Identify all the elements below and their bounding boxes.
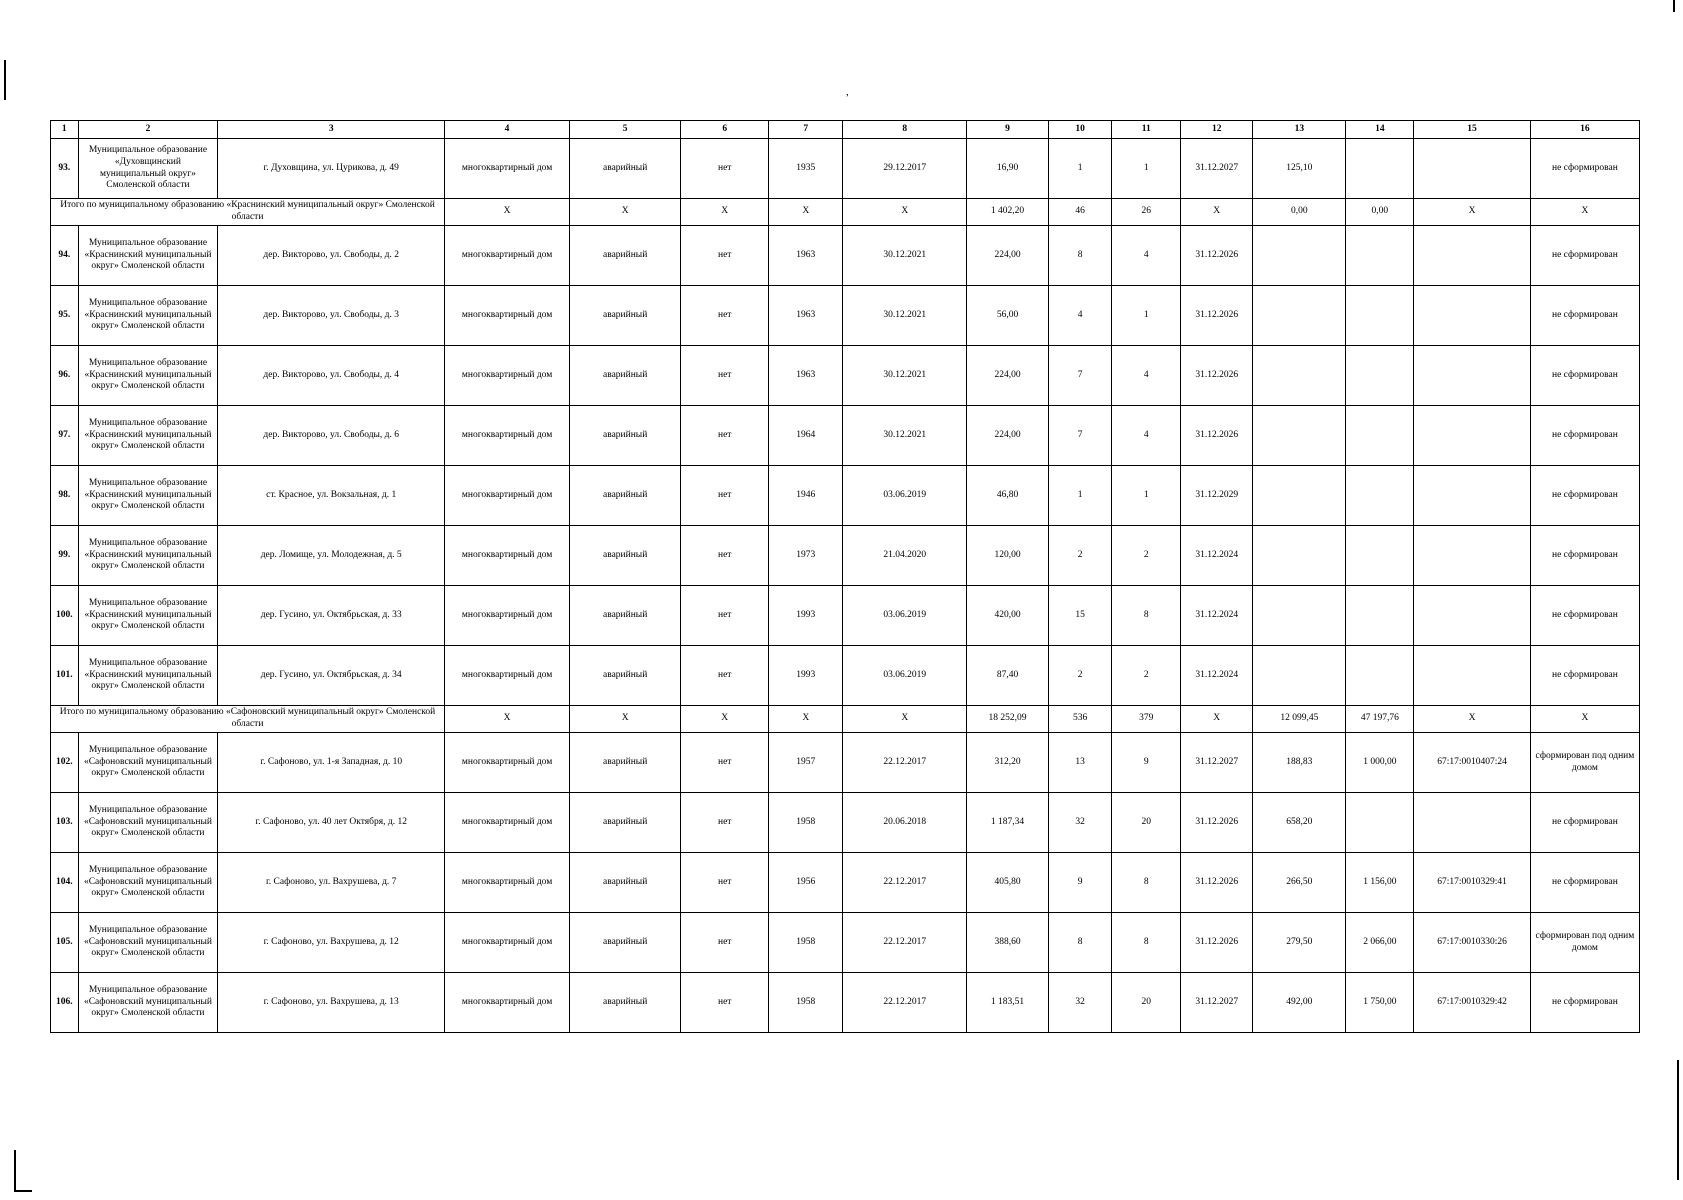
cell-10: 1	[1048, 466, 1112, 526]
row-number: 105.	[51, 913, 79, 973]
municipality-cell: Муниципальное образование «Краснинский муниципальный округ» Смоленской области	[78, 586, 218, 646]
scan-artifact-left	[4, 60, 6, 100]
condition-cell: аварийный	[570, 286, 681, 346]
column-header: 8	[843, 121, 967, 139]
area-cell: 87,40	[967, 646, 1049, 706]
condition-cell: аварийный	[570, 973, 681, 1033]
year-cell: 1973	[769, 526, 843, 586]
column-header: 2	[78, 121, 218, 139]
condition-cell: аварийный	[570, 346, 681, 406]
recognition-date-cell: 30.12.2021	[843, 406, 967, 466]
municipality-cell: Муниципальное образование «Краснинский муниципальный округ» Смоленской области	[78, 526, 218, 586]
subtotal-c5: X	[570, 199, 681, 226]
building-type-cell: многоквартирный дом	[445, 226, 570, 286]
cell-11: 8	[1112, 853, 1181, 913]
year-cell: 1958	[769, 913, 843, 973]
table-row	[51, 646, 1640, 706]
area-cell: 120,00	[967, 526, 1049, 586]
area-cell: 405,80	[967, 853, 1049, 913]
building-type-cell: многоквартирный дом	[445, 646, 570, 706]
municipality-cell: Муниципальное образование «Краснинский муниципальный округ» Смоленской области	[78, 406, 218, 466]
cell-11: 1	[1112, 466, 1181, 526]
cell-11: 8	[1112, 586, 1181, 646]
cell-11: 2	[1112, 526, 1181, 586]
subtotal-c12: X	[1181, 199, 1253, 226]
area-cell: 1 183,51	[967, 973, 1049, 1033]
subtotal-label: Итого по муниципальному образованию «Сафоновский муниципальный округ» Смоленской области	[51, 706, 445, 733]
building-type-cell: многоквартирный дом	[445, 139, 570, 199]
cell-10: 9	[1048, 853, 1112, 913]
cadastral-number-cell: 67:17:0010330:26	[1414, 913, 1531, 973]
subtotal-c6: X	[681, 706, 769, 733]
cell-14	[1346, 139, 1414, 199]
subtotal-c6: X	[681, 199, 769, 226]
municipality-cell: Муниципальное образование «Краснинский муниципальный округ» Смоленской области	[78, 226, 218, 286]
cell-11: 20	[1112, 973, 1181, 1033]
year-cell: 1963	[769, 286, 843, 346]
cadastral-number-cell: 67:17:0010329:42	[1414, 973, 1531, 1033]
resettlement-date-cell: 31.12.2027	[1181, 139, 1253, 199]
column-header: 1	[51, 121, 79, 139]
address-cell: дер. Викторово, ул. Свободы, д. 4	[218, 346, 445, 406]
cell-13: 266,50	[1253, 853, 1346, 913]
column-header: 11	[1112, 121, 1181, 139]
subtotal-c8: X	[843, 199, 967, 226]
column-header: 12	[1181, 121, 1253, 139]
cell-14	[1346, 226, 1414, 286]
table-row	[51, 973, 1640, 1033]
land-status-cell: не сформирован	[1530, 586, 1639, 646]
cell-13: 125,10	[1253, 139, 1346, 199]
cell-11: 4	[1112, 226, 1181, 286]
column-header: 13	[1253, 121, 1346, 139]
cell-13	[1253, 586, 1346, 646]
cell-13	[1253, 346, 1346, 406]
subtotal-c5: X	[570, 706, 681, 733]
recognition-date-cell: 03.06.2019	[843, 466, 967, 526]
address-cell: г. Сафоново, ул. Вахрушева, д. 7	[218, 853, 445, 913]
cell-14: 1 156,00	[1346, 853, 1414, 913]
cell-13: 492,00	[1253, 973, 1346, 1033]
condition-cell: аварийный	[570, 853, 681, 913]
land-status-cell: не сформирован	[1530, 346, 1639, 406]
cadastral-number-cell	[1414, 286, 1531, 346]
subtotal-c16: X	[1530, 706, 1639, 733]
land-status-cell: не сформирован	[1530, 526, 1639, 586]
table-row	[51, 226, 1640, 286]
cell-10: 8	[1048, 913, 1112, 973]
cell-6: нет	[681, 913, 769, 973]
cell-6: нет	[681, 346, 769, 406]
land-status-cell: не сформирован	[1530, 226, 1639, 286]
year-cell: 1946	[769, 466, 843, 526]
row-number: 99.	[51, 526, 79, 586]
cell-13: 658,20	[1253, 793, 1346, 853]
table-row	[51, 346, 1640, 406]
row-number: 101.	[51, 646, 79, 706]
resettlement-date-cell: 31.12.2027	[1181, 733, 1253, 793]
recognition-date-cell: 22.12.2017	[843, 973, 967, 1033]
subtotal-c14: 47 197,76	[1346, 706, 1414, 733]
cell-6: нет	[681, 733, 769, 793]
column-header: 10	[1048, 121, 1112, 139]
cell-10: 32	[1048, 793, 1112, 853]
cell-6: нет	[681, 466, 769, 526]
subtotal-label: Итого по муниципальному образованию «Краснинский муниципальный округ» Смоленской области	[51, 199, 445, 226]
resettlement-date-cell: 31.12.2024	[1181, 646, 1253, 706]
address-cell: дер. Гусино, ул. Октябрьская, д. 33	[218, 586, 445, 646]
cell-6: нет	[681, 286, 769, 346]
cadastral-number-cell	[1414, 346, 1531, 406]
cell-10: 13	[1048, 733, 1112, 793]
cell-6: нет	[681, 793, 769, 853]
cell-6: нет	[681, 973, 769, 1033]
condition-cell: аварийный	[570, 646, 681, 706]
recognition-date-cell: 22.12.2017	[843, 733, 967, 793]
address-cell: г. Сафоново, ул. Вахрушева, д. 12	[218, 913, 445, 973]
land-status-cell: не сформирован	[1530, 793, 1639, 853]
row-number: 94.	[51, 226, 79, 286]
subtotal-c10: 536	[1048, 706, 1112, 733]
column-header: 7	[769, 121, 843, 139]
recognition-date-cell: 03.06.2019	[843, 586, 967, 646]
subtotal-c7: X	[769, 706, 843, 733]
cell-6: нет	[681, 853, 769, 913]
subtotal-row	[51, 706, 1640, 733]
recognition-date-cell: 30.12.2021	[843, 226, 967, 286]
address-cell: дер. Викторово, ул. Свободы, д. 3	[218, 286, 445, 346]
resettlement-date-cell: 31.12.2026	[1181, 406, 1253, 466]
municipality-cell: Муниципальное образование «Духовщинский муниципальный округ» Смоленской области	[78, 139, 218, 199]
cadastral-number-cell	[1414, 793, 1531, 853]
cell-14: 1 000,00	[1346, 733, 1414, 793]
column-header: 14	[1346, 121, 1414, 139]
cell-11: 1	[1112, 139, 1181, 199]
subtotal-c9: 18 252,09	[967, 706, 1049, 733]
recognition-date-cell: 30.12.2021	[843, 346, 967, 406]
cell-10: 15	[1048, 586, 1112, 646]
resettlement-date-cell: 31.12.2029	[1181, 466, 1253, 526]
condition-cell: аварийный	[570, 586, 681, 646]
column-header: 9	[967, 121, 1049, 139]
cell-6: нет	[681, 139, 769, 199]
cell-13	[1253, 226, 1346, 286]
subtotal-c11: 26	[1112, 199, 1181, 226]
area-cell: 16,90	[967, 139, 1049, 199]
cell-10: 7	[1048, 346, 1112, 406]
condition-cell: аварийный	[570, 733, 681, 793]
cell-14: 1 750,00	[1346, 973, 1414, 1033]
table-row	[51, 793, 1640, 853]
subtotal-row	[51, 199, 1640, 226]
cell-13	[1253, 286, 1346, 346]
scan-artifact-right	[1677, 1060, 1679, 1180]
column-header: 4	[445, 121, 570, 139]
resettlement-date-cell: 31.12.2024	[1181, 526, 1253, 586]
address-cell: дер. Ломище, ул. Молодежная, д. 5	[218, 526, 445, 586]
row-number: 100.	[51, 586, 79, 646]
address-cell: дер. Викторово, ул. Свободы, д. 6	[218, 406, 445, 466]
cadastral-number-cell: 67:17:0010407:24	[1414, 733, 1531, 793]
scan-artifact-corner	[14, 1150, 32, 1192]
subtotal-c4: X	[445, 706, 570, 733]
cell-6: нет	[681, 226, 769, 286]
cadastral-number-cell	[1414, 526, 1531, 586]
cell-6: нет	[681, 406, 769, 466]
table-row	[51, 406, 1640, 466]
municipality-cell: Муниципальное образование «Краснинский муниципальный округ» Смоленской области	[78, 646, 218, 706]
address-cell: г. Сафоново, ул. 1-я Западная, д. 10	[218, 733, 445, 793]
area-cell: 420,00	[967, 586, 1049, 646]
row-number: 95.	[51, 286, 79, 346]
year-cell: 1935	[769, 139, 843, 199]
column-header: 16	[1530, 121, 1639, 139]
municipality-cell: Муниципальное образование «Краснинский муниципальный округ» Смоленской области	[78, 466, 218, 526]
recognition-date-cell: 30.12.2021	[843, 286, 967, 346]
cell-13: 188,83	[1253, 733, 1346, 793]
cadastral-number-cell	[1414, 226, 1531, 286]
subtotal-c16: X	[1530, 199, 1639, 226]
column-number-row	[51, 121, 1640, 139]
subtotal-c11: 379	[1112, 706, 1181, 733]
cell-11: 8	[1112, 913, 1181, 973]
resettlement-date-cell: 31.12.2026	[1181, 913, 1253, 973]
row-number: 97.	[51, 406, 79, 466]
area-cell: 1 187,34	[967, 793, 1049, 853]
resettlement-date-cell: 31.12.2026	[1181, 793, 1253, 853]
cell-10: 4	[1048, 286, 1112, 346]
address-cell: г. Сафоново, ул. Вахрушева, д. 13	[218, 973, 445, 1033]
cell-13	[1253, 646, 1346, 706]
land-status-cell: не сформирован	[1530, 139, 1639, 199]
cell-10: 2	[1048, 646, 1112, 706]
address-cell: ст. Красное, ул. Вокзальная, д. 1	[218, 466, 445, 526]
address-cell: г. Сафоново, ул. 40 лет Октября, д. 12	[218, 793, 445, 853]
cell-10: 2	[1048, 526, 1112, 586]
area-cell: 224,00	[967, 226, 1049, 286]
cell-14	[1346, 586, 1414, 646]
building-type-cell: многоквартирный дом	[445, 913, 570, 973]
municipality-cell: Муниципальное образование «Сафоновский муниципальный округ» Смоленской области	[78, 973, 218, 1033]
recognition-date-cell: 03.06.2019	[843, 646, 967, 706]
cell-10: 7	[1048, 406, 1112, 466]
address-cell: дер. Викторово, ул. Свободы, д. 2	[218, 226, 445, 286]
municipality-cell: Муниципальное образование «Сафоновский муниципальный округ» Смоленской области	[78, 913, 218, 973]
resettlement-date-cell: 31.12.2027	[1181, 973, 1253, 1033]
municipality-cell: Муниципальное образование «Сафоновский муниципальный округ» Смоленской области	[78, 733, 218, 793]
cell-10: 8	[1048, 226, 1112, 286]
area-cell: 224,00	[967, 406, 1049, 466]
table-row	[51, 913, 1640, 973]
resettlement-date-cell: 31.12.2026	[1181, 853, 1253, 913]
building-type-cell: многоквартирный дом	[445, 466, 570, 526]
cell-11: 4	[1112, 406, 1181, 466]
recognition-date-cell: 22.12.2017	[843, 913, 967, 973]
row-number: 106.	[51, 973, 79, 1033]
column-header: 5	[570, 121, 681, 139]
area-cell: 388,60	[967, 913, 1049, 973]
cell-11: 1	[1112, 286, 1181, 346]
subtotal-c13: 0,00	[1253, 199, 1346, 226]
recognition-date-cell: 20.06.2018	[843, 793, 967, 853]
resettlement-date-cell: 31.12.2026	[1181, 286, 1253, 346]
land-status-cell: не сформирован	[1530, 286, 1639, 346]
table-row	[51, 286, 1640, 346]
resettlement-date-cell: 31.12.2026	[1181, 346, 1253, 406]
cell-13	[1253, 406, 1346, 466]
year-cell: 1963	[769, 346, 843, 406]
cell-11: 4	[1112, 346, 1181, 406]
building-type-cell: многоквартирный дом	[445, 973, 570, 1033]
municipality-cell: Муниципальное образование «Сафоновский муниципальный округ» Смоленской области	[78, 853, 218, 913]
year-cell: 1993	[769, 646, 843, 706]
table-row	[51, 853, 1640, 913]
cell-14	[1346, 526, 1414, 586]
land-status-cell: не сформирован	[1530, 973, 1639, 1033]
year-cell: 1958	[769, 973, 843, 1033]
building-type-cell: многоквартирный дом	[445, 586, 570, 646]
recognition-date-cell: 21.04.2020	[843, 526, 967, 586]
table-row	[51, 526, 1640, 586]
subtotal-c7: X	[769, 199, 843, 226]
area-cell: 224,00	[967, 346, 1049, 406]
subtotal-c8: X	[843, 706, 967, 733]
column-header: 6	[681, 121, 769, 139]
cell-14: 2 066,00	[1346, 913, 1414, 973]
year-cell: 1957	[769, 733, 843, 793]
cell-11: 20	[1112, 793, 1181, 853]
year-cell: 1964	[769, 406, 843, 466]
table-row	[51, 586, 1640, 646]
municipality-cell: Муниципальное образование «Краснинский муниципальный округ» Смоленской области	[78, 346, 218, 406]
row-number: 96.	[51, 346, 79, 406]
housing-registry-table	[50, 120, 1640, 1033]
recognition-date-cell: 29.12.2017	[843, 139, 967, 199]
condition-cell: аварийный	[570, 466, 681, 526]
land-status-cell: не сформирован	[1530, 466, 1639, 526]
cell-10: 1	[1048, 139, 1112, 199]
cell-14	[1346, 646, 1414, 706]
cell-14	[1346, 346, 1414, 406]
land-status-cell: не сформирован	[1530, 853, 1639, 913]
land-status-cell: сформирован под одним домом	[1530, 733, 1639, 793]
table-row	[51, 733, 1640, 793]
cell-14	[1346, 466, 1414, 526]
subtotal-c4: X	[445, 199, 570, 226]
building-type-cell: многоквартирный дом	[445, 793, 570, 853]
cell-14	[1346, 406, 1414, 466]
municipality-cell: Муниципальное образование «Сафоновский муниципальный округ» Смоленской области	[78, 793, 218, 853]
cadastral-number-cell	[1414, 406, 1531, 466]
subtotal-c13: 12 099,45	[1253, 706, 1346, 733]
cell-13: 279,50	[1253, 913, 1346, 973]
cell-13	[1253, 526, 1346, 586]
subtotal-c15: X	[1414, 199, 1531, 226]
condition-cell: аварийный	[570, 913, 681, 973]
scan-artifact-tick	[1673, 0, 1675, 12]
table-row	[51, 139, 1640, 199]
cell-14	[1346, 286, 1414, 346]
address-cell: г. Духовщина, ул. Цурикова, д. 49	[218, 139, 445, 199]
table-row	[51, 466, 1640, 526]
resettlement-date-cell: 31.12.2024	[1181, 586, 1253, 646]
recognition-date-cell: 22.12.2017	[843, 853, 967, 913]
row-number: 98.	[51, 466, 79, 526]
cell-6: нет	[681, 586, 769, 646]
subtotal-c14: 0,00	[1346, 199, 1414, 226]
cell-13	[1253, 466, 1346, 526]
row-number: 102.	[51, 733, 79, 793]
cell-14	[1346, 793, 1414, 853]
building-type-cell: многоквартирный дом	[445, 286, 570, 346]
year-cell: 1956	[769, 853, 843, 913]
area-cell: 312,20	[967, 733, 1049, 793]
row-number: 104.	[51, 853, 79, 913]
cell-11: 9	[1112, 733, 1181, 793]
building-type-cell: многоквартирный дом	[445, 853, 570, 913]
building-type-cell: многоквартирный дом	[445, 346, 570, 406]
page-mark: ,	[846, 86, 849, 98]
subtotal-c15: X	[1414, 706, 1531, 733]
subtotal-c9: 1 402,20	[967, 199, 1049, 226]
row-number: 93.	[51, 139, 79, 199]
cell-11: 2	[1112, 646, 1181, 706]
row-number: 103.	[51, 793, 79, 853]
cadastral-number-cell: 67:17:0010329:41	[1414, 853, 1531, 913]
cadastral-number-cell	[1414, 139, 1531, 199]
area-cell: 56,00	[967, 286, 1049, 346]
resettlement-date-cell: 31.12.2026	[1181, 226, 1253, 286]
condition-cell: аварийный	[570, 793, 681, 853]
land-status-cell: сформирован под одним домом	[1530, 913, 1639, 973]
land-status-cell: не сформирован	[1530, 646, 1639, 706]
year-cell: 1993	[769, 586, 843, 646]
column-header: 3	[218, 121, 445, 139]
building-type-cell: многоквартирный дом	[445, 526, 570, 586]
cell-10: 32	[1048, 973, 1112, 1033]
area-cell: 46,80	[967, 466, 1049, 526]
address-cell: дер. Гусино, ул. Октябрьская, д. 34	[218, 646, 445, 706]
column-header: 15	[1414, 121, 1531, 139]
building-type-cell: многоквартирный дом	[445, 733, 570, 793]
subtotal-c10: 46	[1048, 199, 1112, 226]
year-cell: 1963	[769, 226, 843, 286]
cadastral-number-cell	[1414, 466, 1531, 526]
cadastral-number-cell	[1414, 646, 1531, 706]
land-status-cell: не сформирован	[1530, 406, 1639, 466]
condition-cell: аварийный	[570, 406, 681, 466]
condition-cell: аварийный	[570, 526, 681, 586]
condition-cell: аварийный	[570, 139, 681, 199]
subtotal-c12: X	[1181, 706, 1253, 733]
building-type-cell: многоквартирный дом	[445, 406, 570, 466]
cadastral-number-cell	[1414, 586, 1531, 646]
year-cell: 1958	[769, 793, 843, 853]
cell-6: нет	[681, 646, 769, 706]
cell-6: нет	[681, 526, 769, 586]
municipality-cell: Муниципальное образование «Краснинский муниципальный округ» Смоленской области	[78, 286, 218, 346]
condition-cell: аварийный	[570, 226, 681, 286]
